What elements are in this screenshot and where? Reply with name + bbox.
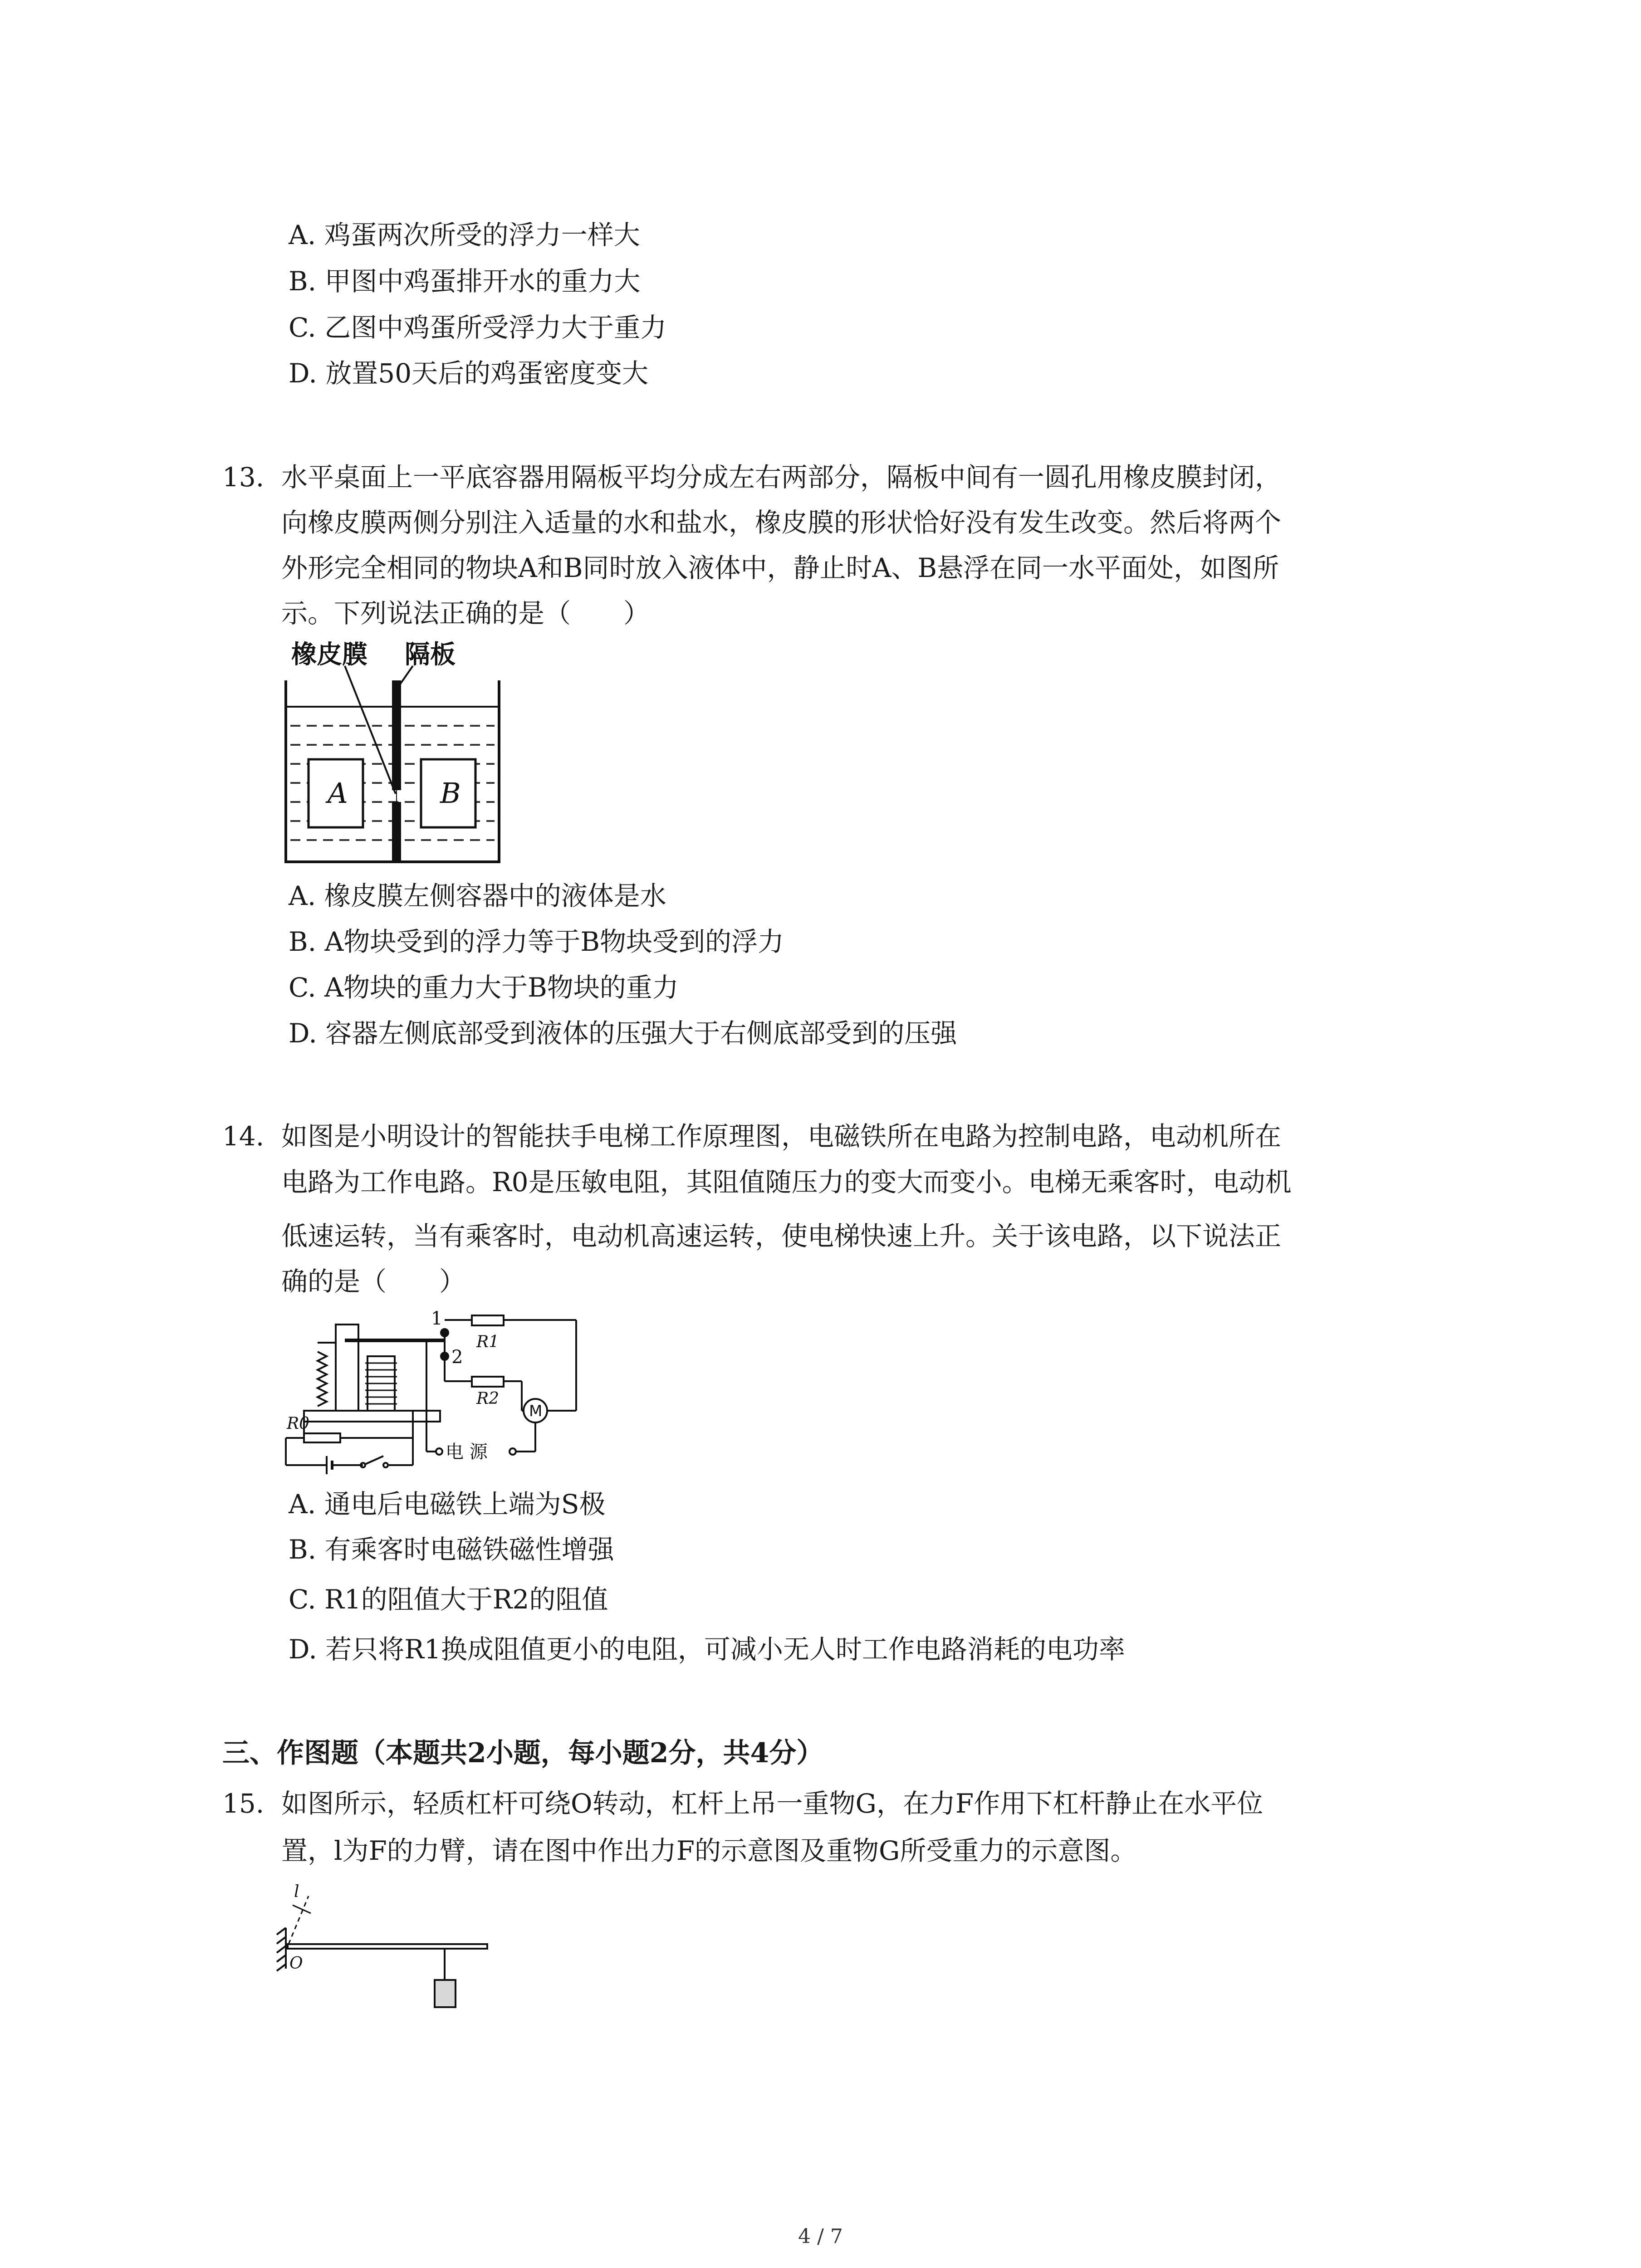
q13-text-line-4: 示。下列说法正确的是（ ）	[281, 598, 650, 629]
q13-label-block-b: B	[440, 777, 461, 810]
q12-option-c: C. 乙图中鸡蛋所受浮力大于重力	[289, 312, 667, 343]
q14-circuit-figure	[277, 1306, 594, 1474]
q15-label-pivot-o: O	[289, 1954, 303, 1973]
q15-lever-figure	[268, 1878, 495, 2023]
q13-number: 13.	[222, 462, 265, 493]
q14-option-c: C. R1的阻值大于R2的阻值	[289, 1584, 608, 1615]
page-number: 4 / 7	[798, 2225, 843, 2248]
q15-label-arm-l: l	[294, 1882, 299, 1901]
q13-option-d: D. 容器左侧底部受到液体的压强大于右侧底部受到的压强	[289, 1018, 957, 1049]
q13-container-figure	[277, 640, 513, 866]
q13-label-block-a: A	[328, 777, 348, 810]
q13-option-b: B. A物块受到的浮力等于B物块受到的浮力	[289, 926, 784, 957]
q14-label-motor: M	[529, 1402, 543, 1420]
q13-text-line-1: 水平桌面上一平底容器用隔板平均分成左右两部分，隔板中间有一圆孔用橡皮膜封闭，	[281, 462, 1282, 493]
q14-label-r0: R0	[287, 1414, 310, 1433]
q13-text-line-3: 外形完全相同的物块A和B同时放入液体中，静止时A、B悬浮在同一水平面处，如图所	[281, 552, 1279, 583]
section-3-heading: 三、作图题（本题共2小题，每小题2分，共4分）	[222, 1737, 824, 1769]
q14-text-line-2: 电路为工作电路。R0是压敏电阻，其阻值随压力的变大而变小。电梯无乘客时，电动机	[281, 1167, 1292, 1198]
q14-label-r1: R1	[476, 1333, 500, 1351]
q14-label-power: 电 源	[446, 1442, 488, 1462]
q14-option-b: B. 有乘客时电磁铁磁性增强	[289, 1534, 614, 1565]
q13-label-membrane: 橡皮膜	[291, 640, 367, 670]
q14-label-contact-1: 1	[431, 1308, 443, 1329]
q12-option-d: D. 放置50天后的鸡蛋密度变大	[289, 358, 649, 389]
q12-option-a: A. 鸡蛋两次所受的浮力一样大	[289, 220, 640, 250]
q15-number: 15.	[222, 1788, 265, 1819]
q15-text-line-2: 置，l为F的力臂，请在图中作出力F的示意图及重物G所受重力的示意图。	[281, 1835, 1137, 1866]
q14-text-line-4: 确的是（ ）	[281, 1266, 466, 1297]
q14-text-line-3: 低速运转，当有乘客时，电动机高速运转，使电梯快速上升。关于该电路，以下说法正	[281, 1221, 1282, 1251]
q14-text-line-1: 如图是小明设计的智能扶手电梯工作原理图，电磁铁所在电路为控制电路，电动机所在	[281, 1121, 1282, 1152]
q14-option-a: A. 通电后电磁铁上端为S极	[289, 1489, 606, 1520]
q14-option-d: D. 若只将R1换成阻值更小的电阻，可减小无人时工作电路消耗的电功率	[289, 1634, 1125, 1665]
q13-option-c: C. A物块的重力大于B物块的重力	[289, 972, 679, 1003]
q12-option-b: B. 甲图中鸡蛋排开水的重力大	[289, 266, 641, 297]
q13-text-line-2: 向橡皮膜两侧分别注入适量的水和盐水，橡皮膜的形状恰好没有发生改变。然后将两个	[281, 507, 1282, 538]
q15-text-line-1: 如图所示，轻质杠杆可绕O转动，杠杆上吊一重物G，在力F作用下杠杆静止在水平位	[281, 1788, 1264, 1819]
q14-label-r2: R2	[476, 1389, 500, 1408]
q13-option-a: A. 橡皮膜左侧容器中的液体是水	[289, 880, 666, 911]
q14-number: 14.	[222, 1121, 265, 1152]
q14-label-contact-2: 2	[451, 1347, 463, 1368]
q13-label-partition: 隔板	[405, 640, 456, 670]
